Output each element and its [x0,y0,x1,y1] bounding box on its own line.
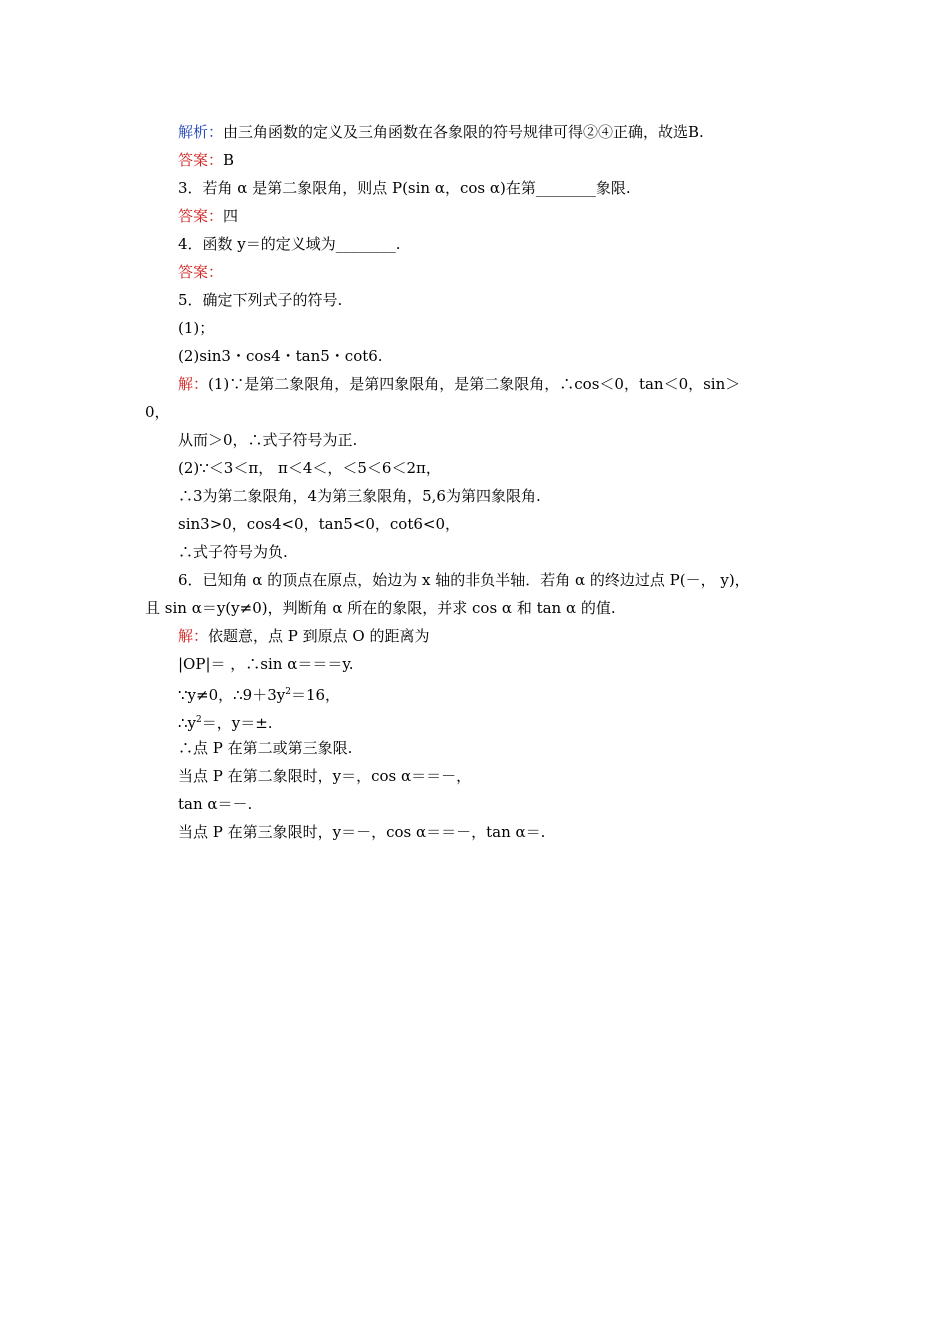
solution-line [178,710,273,733]
solution-line: |OP|＝ ，∴sin α＝＝＝y. [178,655,354,673]
solution-line: 当点 P 在第三象限时，y＝－，cos α＝＝－，tan α＝. [178,823,546,841]
equation-text: ∴y [178,714,197,732]
answer-line [178,150,234,170]
equation-text: ∵y≠0，∴9＋3y [178,686,286,704]
solution-text: (1)∵是第二象限角，是第四象限角，是第二象限角，∴cos＜0，tan＜0，sin＞ [208,375,741,393]
solution-text: 依题意，点 P 到原点 O 的距离为 [208,627,430,645]
solution-line: ∴式子符号为负. [178,543,288,561]
solution-line: (2)∵＜3＜π， π＜4＜，＜5＜6＜2π， [178,459,441,477]
superscript: 2 [196,715,202,725]
superscript: 2 [285,687,291,697]
question-4: 4．函数 y＝的定义域为________. [178,235,401,253]
analysis-line [178,122,704,142]
answer-label: 答案： [178,263,224,281]
equation-tail: ＝，y＝±. [201,714,273,732]
question-5-part-2: (2)sin3・cos4・tan5・cot6. [178,347,383,365]
solution-line: sin3>0，cos4<0，tan5<0，cot6<0， [178,515,460,533]
answer-text: 四 [223,207,239,225]
answer-line [178,206,238,226]
solution-line [178,374,740,394]
question-6-continued: 且 sin α＝y(y≠0)，判断角 α 所在的象限，并求 cos α 和 tan α 的值. [145,599,616,617]
answer-label: 答案： [178,207,224,225]
answer-line [178,262,223,282]
question-3: 3．若角 α 是第二象限角，则点 P(sin α，cos α)在第________象限. [178,179,631,197]
question-5-part-1: (1)； [178,319,215,337]
analysis-label: 解析： [178,123,224,141]
equation-tail: ＝16， [290,686,341,704]
solution-line: ∴3为第二象限角，4为第三象限角，5,6为第四象限角. [178,487,541,505]
solution-line: tan α＝－. [178,795,253,813]
question-5: 5．确定下列式子的符号. [178,291,343,309]
solution-line [178,682,340,705]
question-6: 6．已知角 α 的顶点在原点，始边为 x 轴的非负半轴．若角 α 的终边过点 P(－， y)， [178,571,750,589]
solution-line [178,626,429,646]
solution-label: 解： [178,375,209,393]
solution-line: 0， [145,403,170,421]
solution-line: ∴点 P 在第二或第三象限. [178,739,353,757]
answer-text: B [223,151,235,169]
analysis-text: 由三角函数的定义及三角函数在各象限的符号规律可得②④正确，故选B. [223,123,704,141]
solution-line: 从而＞0，∴式子符号为正. [178,431,358,449]
solution-label: 解： [178,627,209,645]
solution-line: 当点 P 在第二象限时，y＝，cos α＝＝－， [178,767,472,785]
answer-label: 答案： [178,151,224,169]
